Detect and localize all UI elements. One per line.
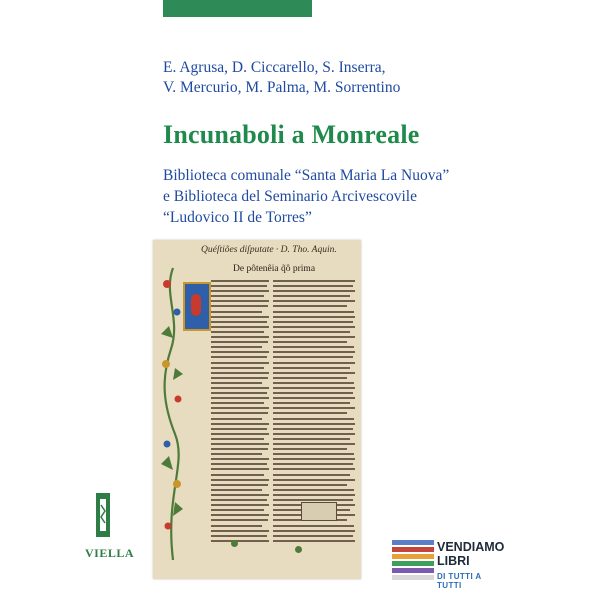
- printed-text-line: [273, 453, 354, 455]
- printed-text-line: [273, 305, 347, 307]
- printed-text-line: [273, 316, 355, 318]
- printed-text-line: [273, 397, 355, 399]
- printed-text-line: [273, 351, 355, 353]
- printed-text-line: [273, 418, 354, 420]
- printed-text-line: [273, 372, 355, 374]
- subtitle-line: “Ludovico II de Torres”: [163, 209, 312, 226]
- printed-text-line: [273, 423, 355, 425]
- printed-text-line: [211, 418, 262, 420]
- illuminated-initial: [183, 282, 211, 331]
- printed-text-line: [211, 509, 264, 511]
- printed-text-line: [211, 402, 264, 404]
- printed-text-line: [211, 336, 269, 338]
- printed-text-line: [273, 326, 355, 328]
- printed-text-line: [211, 453, 262, 455]
- printed-text-line: [211, 367, 264, 369]
- printed-text-line: [273, 458, 355, 460]
- printed-text-line: [211, 346, 262, 348]
- printed-text-line: [273, 362, 355, 364]
- printed-text-line: [211, 305, 268, 307]
- vendiamo-libri-badge: [392, 540, 505, 590]
- top-green-bar: [163, 0, 312, 17]
- badge-line-3: DI TUTTI A TUTTI: [437, 572, 482, 590]
- printed-text-line: [273, 346, 354, 348]
- printed-text-line: [211, 530, 269, 532]
- printed-text-line: [211, 458, 269, 460]
- printed-text-line: [211, 540, 269, 542]
- badge-stripes-icon: [392, 540, 434, 587]
- printed-text-line: [273, 448, 347, 450]
- printed-text-line: [211, 499, 267, 501]
- scan-heading: De pôtenêia q̃ô prima: [233, 264, 316, 274]
- printed-text-line: [273, 356, 353, 358]
- printed-text-line: [211, 311, 262, 313]
- badge-stripe: [392, 575, 434, 580]
- printed-text-line: [211, 331, 264, 333]
- book-title: Incunaboli a Monreale: [163, 120, 420, 149]
- printed-text-line: [211, 316, 269, 318]
- printed-text-line: [273, 295, 350, 297]
- badge-line-1: VENDIAMO: [437, 540, 505, 554]
- printed-text-line: [211, 300, 269, 302]
- printed-text-line: [273, 290, 355, 292]
- author-line: V. Mercurio, M. Palma, M. Sorrentino: [163, 79, 401, 96]
- printed-text-line: [273, 433, 355, 435]
- printed-text-line: [211, 351, 269, 353]
- printed-text-line: [211, 433, 269, 435]
- printed-text-line: [273, 336, 355, 338]
- printed-text-line: [211, 423, 269, 425]
- printed-text-line: [211, 428, 267, 430]
- author-list: [163, 58, 400, 98]
- printed-text-line: [211, 290, 269, 292]
- book-subtitle: [163, 165, 449, 228]
- printed-text-line: [273, 412, 347, 414]
- printed-text-line: [211, 285, 267, 287]
- printed-text-line: [211, 387, 269, 389]
- printed-text-line: [211, 372, 269, 374]
- printed-text-line: [273, 402, 350, 404]
- printed-text-line: [211, 463, 267, 465]
- printed-text-line: [211, 326, 269, 328]
- subtitle-line: Biblioteca comunale “Santa Maria La Nuova”: [163, 167, 450, 184]
- printed-text-line: [273, 438, 350, 440]
- printed-text-line: [273, 484, 347, 486]
- printed-text-line: [211, 407, 269, 409]
- subtitle-line: e Biblioteca del Seminario Arcivescovile: [163, 188, 417, 205]
- printed-text-line: [211, 377, 268, 379]
- printed-text-line: [211, 494, 269, 496]
- printed-text-line: [211, 392, 267, 394]
- printed-text-line: [211, 525, 262, 527]
- publisher-name: VIELLA: [85, 546, 135, 560]
- printed-text-line: [211, 362, 269, 364]
- printed-text-line: [211, 438, 264, 440]
- author-line: E. Agrusa, D. Ciccarello, S. Inserra,: [163, 59, 386, 76]
- printed-text-line: [273, 479, 355, 481]
- printed-text-line: [273, 382, 354, 384]
- viella-logo-icon: [92, 493, 114, 537]
- printed-text-line: [273, 525, 354, 527]
- printed-text-line: [273, 428, 353, 430]
- badge-stripe: [392, 547, 434, 552]
- printed-text-line: [273, 321, 353, 323]
- printed-text-line: [273, 280, 355, 282]
- printed-text-line: [273, 377, 347, 379]
- printed-text-line: [211, 474, 264, 476]
- printed-text-line: [273, 494, 355, 496]
- printed-text-line: [273, 311, 354, 313]
- badge-stripe: [392, 568, 434, 573]
- printed-text-line: [273, 468, 355, 470]
- flower-ornament-icon: [231, 540, 238, 547]
- printed-text-line: [211, 484, 268, 486]
- printed-text-line: [273, 474, 350, 476]
- printed-text-line: [211, 382, 262, 384]
- printed-text-line: [273, 499, 353, 501]
- printed-text-line: [273, 530, 355, 532]
- badge-stripe: [392, 561, 434, 566]
- badge-stripe: [392, 554, 434, 559]
- printed-text-line: [273, 535, 353, 537]
- printed-text-line: [273, 463, 353, 465]
- printed-text-line: [273, 331, 350, 333]
- printed-text-line: [211, 535, 267, 537]
- printed-text-line: [211, 448, 268, 450]
- flower-ornament-icon: [295, 546, 302, 553]
- badge-line-2: LIBRI: [437, 554, 470, 568]
- printed-text-line: [273, 489, 354, 491]
- printed-text-line: [273, 392, 353, 394]
- printed-text-line: [211, 412, 268, 414]
- printed-text-line: [211, 321, 267, 323]
- printed-text-line: [273, 540, 355, 542]
- printed-text-line: [211, 280, 269, 282]
- printed-text-line: [273, 407, 355, 409]
- printed-text-line: [273, 367, 350, 369]
- printed-text-line: [273, 300, 355, 302]
- printed-text-line: [211, 341, 268, 343]
- printed-text-line: [273, 387, 355, 389]
- printed-text-line: [211, 443, 269, 445]
- printed-text-line: [211, 479, 269, 481]
- incunabulum-page-image: [153, 240, 361, 579]
- printed-text-line: [273, 341, 347, 343]
- printed-text-line: [211, 468, 269, 470]
- printed-text-line: [211, 519, 268, 521]
- scan-running-header: Quéſtiões diſputate · D. Tho. Aquin.: [201, 245, 337, 255]
- text-column-left: [211, 280, 269, 545]
- printed-text-line: [211, 295, 264, 297]
- floral-border-icon: [159, 264, 185, 564]
- printed-text-line: [211, 356, 267, 358]
- badge-stripe: [392, 540, 434, 545]
- printed-text-line: [211, 504, 269, 506]
- library-stamp: [301, 502, 337, 521]
- printed-text-line: [273, 285, 353, 287]
- printed-text-line: [273, 443, 355, 445]
- printed-text-line: [211, 397, 269, 399]
- printed-text-line: [211, 514, 269, 516]
- printed-text-line: [211, 489, 262, 491]
